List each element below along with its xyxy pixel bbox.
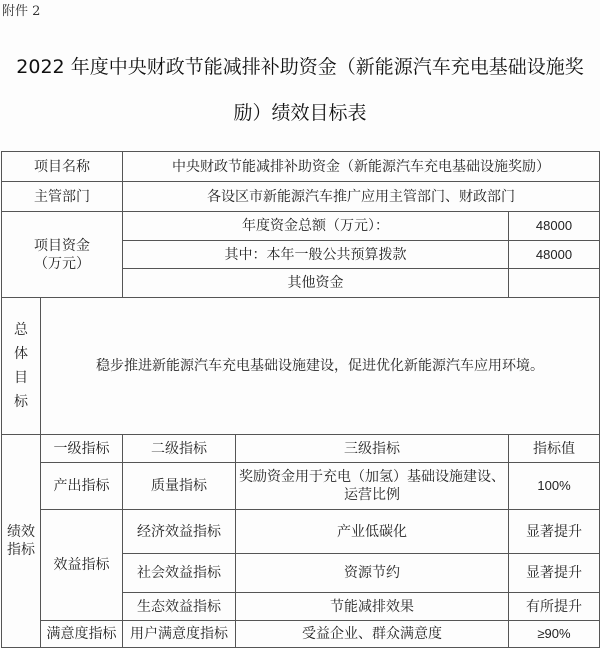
goal-char: 标	[14, 394, 28, 410]
header-level1: 一级指标	[41, 435, 123, 463]
output-value: 100%	[509, 463, 600, 510]
benefit-economic-level2: 经济效益指标	[123, 510, 236, 554]
benefit-social-level2: 社会效益指标	[123, 554, 236, 593]
performance-label-line1: 绩效	[7, 524, 35, 540]
benefit-row-economic	[2, 510, 600, 554]
indicator-header-row	[2, 435, 600, 463]
satisfaction-level2: 用户满意度指标	[123, 621, 236, 648]
overall-goal-text: 稳步推进新能源汽车充电基础设施建设，促进优化新能源汽车应用环境。	[41, 298, 600, 435]
satisfaction-level1: 满意度指标	[41, 621, 123, 648]
department-value: 各设区市新能源汽车推广应用主管部门、财政部门	[123, 182, 600, 212]
document-title-line2: 励）绩效目标表	[233, 102, 367, 124]
funds-label-line1: 项目资金	[34, 237, 90, 254]
benefit-economic-value: 显著提升	[509, 510, 600, 554]
project-name-value: 中央财政节能减排补助资金（新能源汽车充电基础设施奖励）	[123, 152, 600, 182]
performance-label	[2, 435, 41, 648]
department-row	[2, 182, 600, 212]
document-title-line1: 2022 年度中央财政节能减排补助资金（新能源汽车充电基础设施奖	[16, 56, 584, 78]
header-value: 指标值	[509, 435, 600, 463]
benefit-social-level3: 资源节约	[236, 554, 509, 593]
satisfaction-row	[2, 621, 600, 648]
funds-label	[2, 212, 123, 298]
benefit-social-value: 显著提升	[509, 554, 600, 593]
output-indicator-row	[2, 463, 600, 510]
project-name-label: 项目名称	[2, 152, 123, 182]
funds-total-label: 年度资金总额（万元）：	[123, 212, 509, 241]
project-name-row	[2, 152, 600, 182]
satisfaction-level3: 受益企业、群众满意度	[236, 621, 509, 648]
funds-budget-label: 其中：本年一般公共预算拨款	[123, 241, 509, 269]
output-level3: 奖励资金用于充电（加氢）基础设施建设、运营比例	[236, 463, 509, 510]
goal-char: 总	[14, 322, 28, 338]
goal-char: 体	[14, 346, 28, 362]
funds-row-total	[2, 212, 600, 241]
funds-other-label: 其他资金	[123, 269, 509, 298]
benefit-ecological-value: 有所提升	[509, 593, 600, 621]
funds-label-line2: （万元）	[34, 255, 90, 272]
header-level2: 二级指标	[123, 435, 236, 463]
overall-goal-row	[2, 298, 600, 435]
benefit-ecological-level3: 节能减排效果	[236, 593, 509, 621]
attachment-label: 附件 2	[2, 4, 41, 19]
funds-total-value: 48000	[509, 212, 600, 241]
goal-char: 目	[14, 370, 28, 386]
funds-budget-value: 48000	[509, 241, 600, 269]
overall-goal-label	[2, 298, 41, 435]
benefit-economic-level3: 产业低碳化	[236, 510, 509, 554]
benefit-level1: 效益指标	[41, 510, 123, 621]
department-label: 主管部门	[2, 182, 123, 212]
output-level2: 质量指标	[123, 463, 236, 510]
benefit-ecological-level2: 生态效益指标	[123, 593, 236, 621]
satisfaction-value: ≥90%	[509, 621, 600, 648]
performance-label-line2: 指标	[7, 542, 35, 558]
performance-target-table	[1, 151, 600, 648]
funds-other-value	[509, 269, 600, 298]
output-level1: 产出指标	[41, 463, 123, 510]
header-level3: 三级指标	[236, 435, 509, 463]
